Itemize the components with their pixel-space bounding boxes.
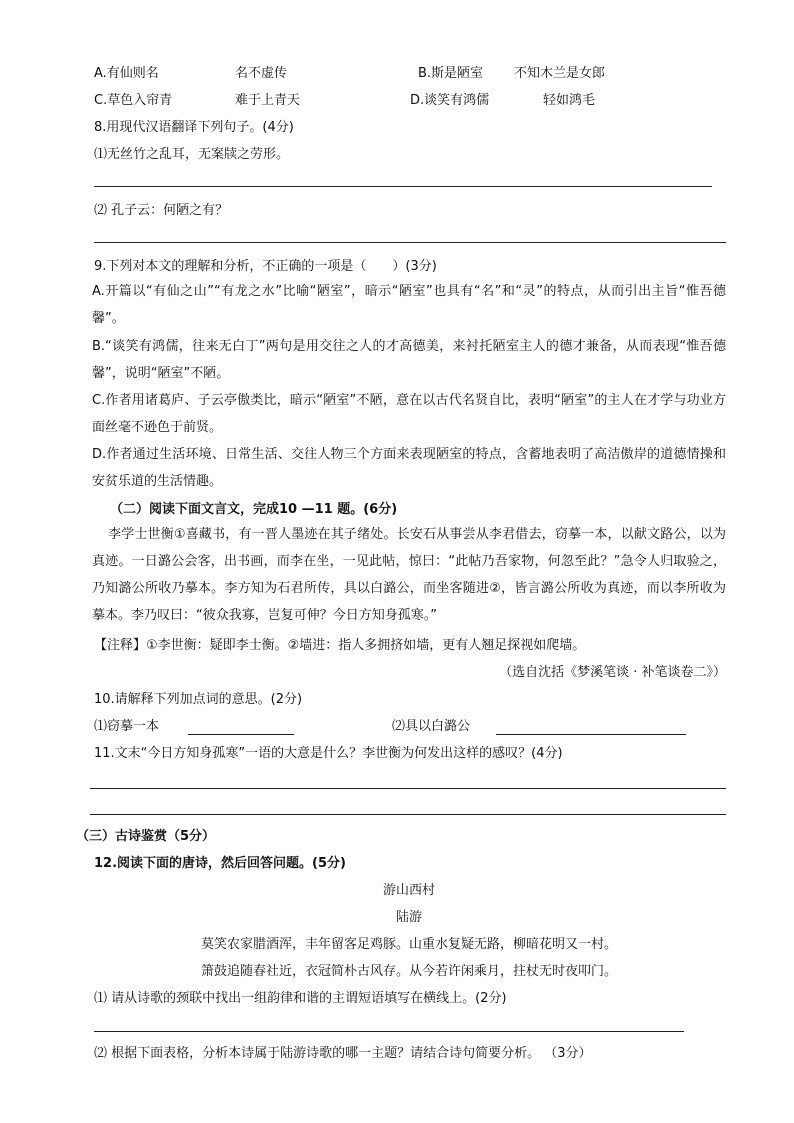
question-10-item-1: ⑴窃摹一本 [94,719,160,734]
passage-source: （选自沈括《梦溪笔谈 · 补笔谈卷二》） [499,665,726,680]
option-d-text: 轻如鸿毛 [543,93,596,108]
section-2-heading: （二）阅读下面文言文，完成10 —11 题。(6分) [110,502,398,517]
question-9-option-d: D.作者通过生活环境、日常生活、交往人物三个方面来表现陋室的特点，含蓄地表明了高洁傲岸的道德情操和安贫乐道的生活情趣。 [92,447,726,489]
question-12-stem: 12.阅读下面的唐诗，然后回答问题。(5分) [94,856,346,871]
answer-line-10-2[interactable] [496,734,686,735]
question-12-part-2: ⑵ 根据下面表格，分析本诗属于陆游诗歌的哪一主题？请结合诗句简要分析。 （3分） [94,1046,592,1061]
answer-line-8-2[interactable] [94,242,726,243]
question-10-stem: 10.请解释下列加点词的意思。(2分) [94,692,303,707]
answer-line-11-2[interactable] [90,814,726,815]
classical-passage: 李学士世衡①喜藏书，有一晋人墨迹在其子绪处。长安石从事尝从李君借去，窃摹一本，以献文路公，以为真迹。一日潞公会客，出书画，而李在坐，一见此帖，惊曰：“此帖乃吾家物，何忽至此？”急令人归取验之，乃知潞公所收乃摹本。李方知为石君所传，具以白潞公，而坐客随进②，皆言潞公所收为真迹，而以李所收为摹本。李乃叹曰：“彼众我寡，岂复可伸？今日方知身孤寒。” [92,527,726,623]
question-9-option-c: C.作者用诸葛庐、子云亭傲类比，暗示“陋室”不陋，意在以古代名贤自比，表明“陋室”的主人在才学与功业方面丝毫不逊色于前贤。 [92,393,726,435]
option-a-text: 名不虚传 [235,66,288,81]
question-9-stem: 9.下列对本文的理解和分析，不正确的一项是（ ）(3分) [94,259,437,274]
option-c-label: C.草色入帘青 [94,93,173,108]
answer-line-11-1[interactable] [90,788,726,789]
poem-line-1: 莫笑农家腊酒浑，丰年留客足鸡豚。山重水复疑无路，柳暗花明又一村。 [200,937,617,952]
option-b-label: B.斯是陋室 [418,66,484,81]
question-8-sentence-2: ⑵ 孔子云：何陋之有？ [94,203,229,218]
question-10-item-2: ⑵具以白潞公 [392,719,471,734]
section-3-heading: （三）古诗鉴赏（5分） [76,829,216,844]
question-9-option-a: A.开篇以“有仙之山”“有龙之水”比喻“陋室”，暗示“陋室”也具有“名”和“灵”的特点，从而引出主旨“惟吾德馨”。 [92,284,726,326]
answer-line-8-1[interactable] [94,186,712,187]
poem-title: 游山西村 [382,883,435,898]
option-b-text: 不知木兰是女郎 [514,66,606,81]
answer-line-12-1[interactable] [94,1031,684,1032]
question-8-stem: 8.用现代汉语翻译下列句子。(4分) [94,120,294,135]
question-9-option-b: B.“谈笑有鸿儒，往来无白丁”两句是用交往之人的才高德美，来衬托陋室主人的德才兼备，从而表现“惟吾德馨”，说明“陋室”不陋。 [92,339,726,381]
option-d-label: D.谈笑有鸿儒 [410,93,490,108]
passage-notes: 【注释】①李世衡：疑即李士衡。②墙进：指人多拥挤如墙，更有人翘足探视如爬墙。 [94,638,586,653]
question-11-stem: 11.文末“今日方知身孤寒”一语的大意是什么？李世衡为何发出这样的感叹？(4分) [94,746,563,761]
poem-author: 陆游 [395,910,422,925]
answer-line-10-1[interactable] [188,734,294,735]
option-c-text: 难于上青天 [235,93,301,108]
question-8-sentence-1: ⑴无丝竹之乱耳，无案牍之劳形。 [94,147,290,162]
option-a-label: A.有仙则名 [94,66,159,81]
poem-line-2: 箫鼓追随春社近，衣冠简朴古风存。从今若许闲乘月，拄杖无时夜叩门。 [200,964,617,979]
question-12-part-1: ⑴ 请从诗歌的颈联中找出一组韵律和谐的主谓短语填写在横线上。(2分) [94,991,507,1006]
